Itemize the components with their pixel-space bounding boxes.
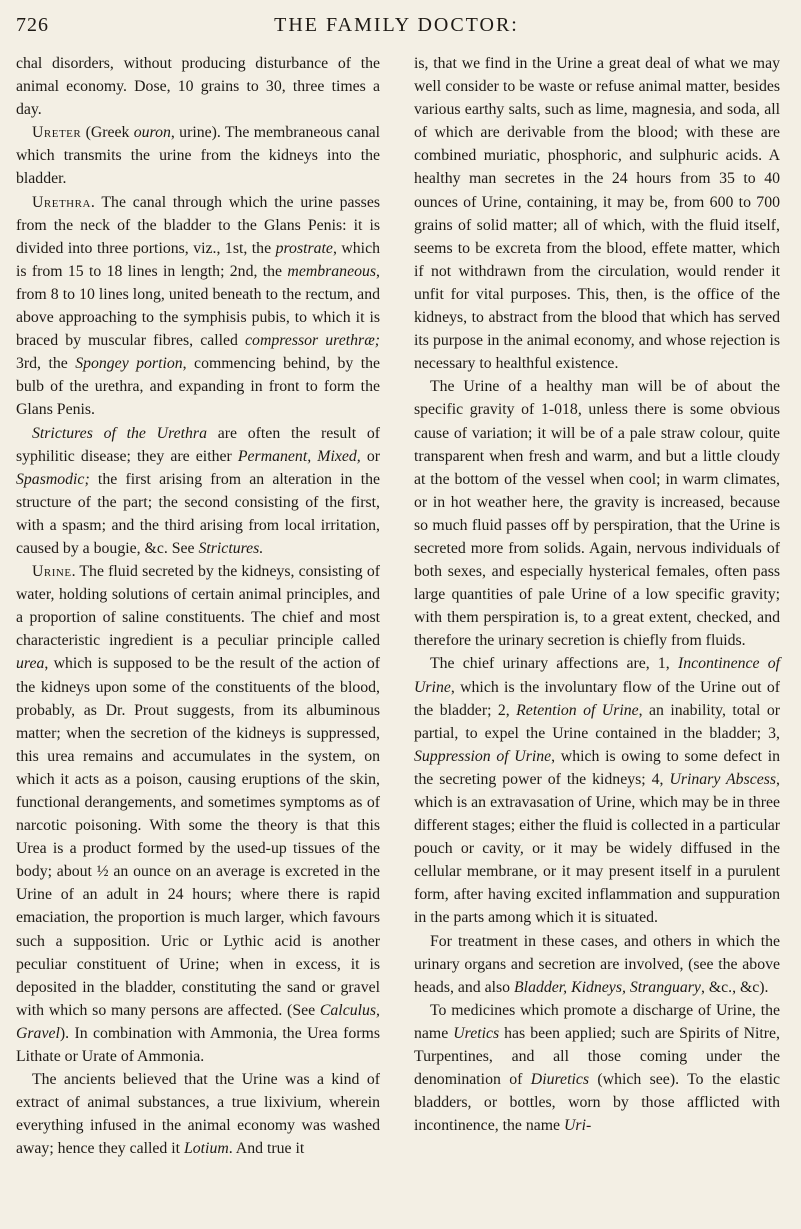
paragraph-urinary-affections: The chief urinary affections are, 1, Incontinence of Urine, which is the involuntary flow of the Urine out of the bladder; 2, Retention of Urine, an inability, total or partial, to expel the Urine contained in the bladder; 3, Suppression of Urine, which is owing to some defect in the secreting power of the kidneys; 4, Urinary Abscess, which is an extravasation of Urine, which may be in three different stages; either the fluid is collected in a particular pouch or cavity, or it may be widely diffused in the cellular membrane, or it may present itself in a purulent form, after having excited inflammation and suppuration in the parts among which it is situated. — [414, 655, 781, 927]
paragraph-treatment: For treatment in these cases, and others in which the urinary organs and secretion are involved, (see the above heads, and also Bladder, Kidneys, Stranguary, &c., &c). — [414, 932, 780, 996]
right-column — [414, 52, 780, 1137]
page-number: 726 — [16, 14, 49, 36]
paragraph-dose: chal disorders, without producing disturbance of the animal economy. Dose, 10 grains to 30, three times a day. — [16, 55, 380, 119]
term-urethra: Urethra — [32, 193, 91, 211]
paragraph-uretics: To medicines which promote a discharge of Urine, the name Uretics has been applied; such are Spirits of Nitre, Turpentines, and all those coming under the denomination of Diuretics (which see). To the elastic bladders, or bottles, worn by those afflicted with incontinence, the name Uri- — [414, 1001, 780, 1135]
term-urine: Urine — [32, 563, 72, 581]
entry-strictures: Strictures of the Urethra are often the result of syphilitic disease; they are either Permanent, Mixed, or Spasmodic; the first arising from an alteration in the structure of the part; the second consisting of the first, with a spasm; and the third arising from local irritation, caused by a bougie, &c. See Strictures. — [16, 424, 380, 557]
entry-urine: Urine. The fluid secreted by the kidneys, consisting of water, holding solutions of certain animal principles, and a proportion of saline constituents. The chief and most characteristic ingredient is a peculiar principle called urea, which is supposed to be the result of the action of the kidneys upon some of the constituents of the blood, probably, as Dr. Prout suggests, from its albuminous matter; when the secretion of the kidneys is suppressed, this urea remains and accumulates in the system, on which it acts as a poison, causing eruptions of the skin, functional derangements, and sometimes symptoms as of narcotic poisoning. With some the theory is that this Urea is a product formed by the used-up tissues of the body; about ½ an ounce on an average is excreted in the Urine of an adult in 24 hours; where there is rapid emaciation, the proportion is much larger, which favours such a supposition. Uric or Lythic acid is another peculiar constituent of Urine; when in excess, it is deposited in the bladder, constituting the sand or gravel with which so many persons are affected. (See Calculus, Gravel). In combination with Ammonia, the Urea forms Lithate or Urate of Ammonia. — [16, 563, 380, 1066]
paragraph-waste-matter: is, that we find in the Urine a great deal of what we may well consider to be waste or refuse animal matter, besides various earthy salts, such as lime, magnesia, and soda, all of which are derivable from the blood; with these are combined muriatic, phosphoric, and sulphuric acids. A healthy man secretes in the 24 hours from 35 to 40 ounces of Urine, containing, it may be, from 600 to 700 grains of solid matter; all of which, with the fluid itself, seems to be excreta from the blood, effete matter, which if not withdrawn from the circulation, would render it unfit for vital purposes. This, then, is the office of the kidneys, to abstract from the blood that which has served its purpose in the animal economy, and whose rejection is necessary to healthful existence. — [414, 55, 780, 373]
term-ureter: Ureter — [32, 124, 82, 142]
running-head: THE FAMILY DOCTOR: — [274, 14, 519, 36]
paragraph-ancients: The ancients believed that the Urine was a kind of extract of animal substances, a true lixivium, wherein everything infused in the animal economy was washed away; hence they called it Lotium. And true it — [16, 1071, 380, 1158]
entry-urethra: Urethra. The canal through which the urine passes from the neck of the bladder to the Glans Penis: it is divided into three portions, viz., 1st, the prostrate, which is from 15 to 18 lines in length; 2nd, the membraneous, from 8 to 10 lines long, united beneath to the rectum, and above approaching to the symphisis pubis, to which it is braced by muscular fibres, called compressor urethræ; 3rd, the Spongey portion, commencing behind, by the bulb of the urethra, and expanding in front to form the Glans Penis. — [16, 193, 380, 419]
entry-ureter: Ureter (Greek ouron, urine). The membraneous canal which transmits the urine from the kidneys into the bladder. — [16, 124, 381, 188]
paragraph-specific-gravity: The Urine of a healthy man will be of about the specific gravity of 1-018, unless there is some obvious cause of variation; it will be of a pale straw colour, quite transparent when fresh and warm, and but a little cloudy at the bottom of the vessel when cool; in warm climates, or in hot weather here, the gravity is increased, because so much fluid passes off by perspiration, that the Urine is secreted more from solids. Again, nervous individuals of both sexes, and especially hysterical females, often pass large quantities of pale Urine of a low specific gravity; with them perspiration is, to a great extent, checked, and therefore the urinary secretion is chiefly from fluids. — [414, 378, 780, 650]
term-strictures: Strictures of the Urethra — [32, 424, 207, 442]
page-header — [16, 14, 777, 42]
left-column — [16, 52, 380, 1161]
